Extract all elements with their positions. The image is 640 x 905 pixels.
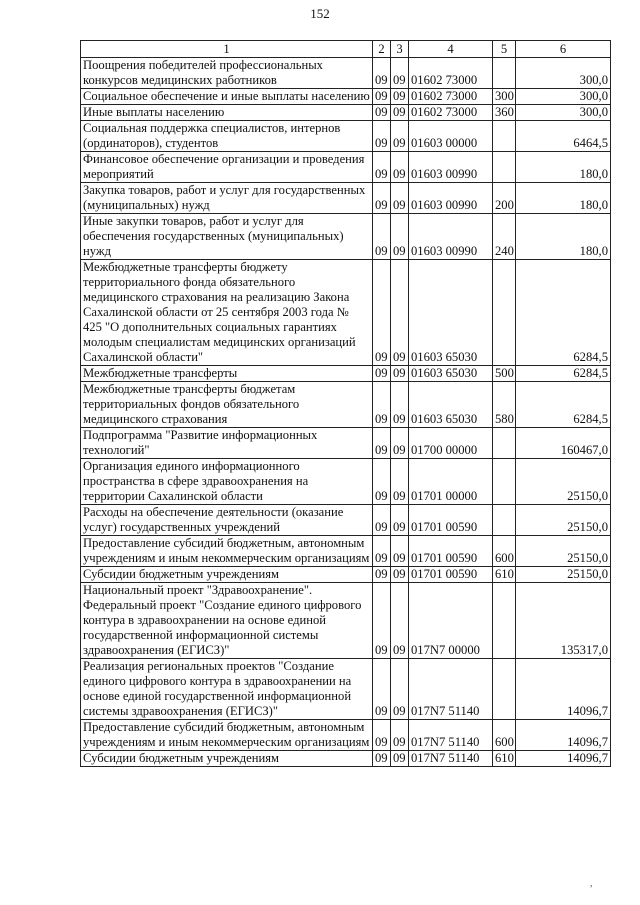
row-target-article-cell: 01603 00990 [409, 183, 493, 214]
row-target-article-cell: 017N7 00000 [409, 583, 493, 659]
row-subsection-cell: 09 [391, 459, 409, 505]
row-amount-cell: 300,0 [516, 58, 611, 89]
row-name-cell: Реализация региональных проектов "Создание единого цифрового контура в здравоохранении на основе единой государственной информационной системы здравоохранения (ЕГИСЗ)" [81, 659, 373, 720]
row-section-cell: 09 [373, 366, 391, 382]
row-name-cell: Финансовое обеспечение организации и проведения мероприятий [81, 152, 373, 183]
table-row [81, 58, 611, 89]
row-name-cell: Субсидии бюджетным учреждениям [81, 751, 373, 767]
table-header-row [81, 41, 611, 58]
row-section-cell: 09 [373, 536, 391, 567]
row-section-cell: 09 [373, 260, 391, 366]
table-row [81, 260, 611, 366]
row-name-cell: Подпрограмма "Развитие информационных технологий" [81, 428, 373, 459]
row-section-cell: 09 [373, 183, 391, 214]
row-expense-type-cell [493, 152, 516, 183]
row-target-article-cell: 01603 00000 [409, 121, 493, 152]
row-subsection-cell: 09 [391, 183, 409, 214]
row-expense-type-cell [493, 58, 516, 89]
row-subsection-cell: 09 [391, 583, 409, 659]
table-row [81, 751, 611, 767]
row-subsection-cell: 09 [391, 260, 409, 366]
table-row [81, 659, 611, 720]
row-amount-cell: 300,0 [516, 89, 611, 105]
row-amount-cell: 25150,0 [516, 505, 611, 536]
budget-table [80, 40, 611, 767]
row-name-cell: Поощрения победителей профессиональных конкурсов медицинских работников [81, 58, 373, 89]
row-section-cell: 09 [373, 583, 391, 659]
row-section-cell: 09 [373, 105, 391, 121]
table-row [81, 428, 611, 459]
row-name-cell: Иные закупки товаров, работ и услуг для обеспечения государственных (муниципальных) нужд [81, 214, 373, 260]
column-header-1: 1 [81, 41, 373, 58]
row-name-cell: Социальная поддержка специалистов, интернов (ординаторов), студентов [81, 121, 373, 152]
row-target-article-cell: 01603 00990 [409, 214, 493, 260]
row-target-article-cell: 01701 00000 [409, 459, 493, 505]
row-expense-type-cell: 300 [493, 89, 516, 105]
row-section-cell: 09 [373, 505, 391, 536]
row-section-cell: 09 [373, 720, 391, 751]
row-name-cell: Межбюджетные трансферты бюджету территориального фонда обязательного медицинского страхования на реализацию Закона Сахалинской области от 25 сентября 2003 года № 425 "О дополнительных социальных гарантиях молодым специалистам медицинских организаций Сахалинской области" [81, 260, 373, 366]
row-name-cell: Межбюджетные трансферты бюджетам территориальных фондов обязательного медицинского страхования [81, 382, 373, 428]
table-row [81, 366, 611, 382]
row-subsection-cell: 09 [391, 382, 409, 428]
row-expense-type-cell [493, 428, 516, 459]
row-amount-cell: 6464,5 [516, 121, 611, 152]
row-amount-cell: 180,0 [516, 183, 611, 214]
row-expense-type-cell: 600 [493, 720, 516, 751]
row-expense-type-cell [493, 260, 516, 366]
row-subsection-cell: 09 [391, 751, 409, 767]
row-target-article-cell: 01700 00000 [409, 428, 493, 459]
row-expense-type-cell: 360 [493, 105, 516, 121]
table-row [81, 459, 611, 505]
row-amount-cell: 6284,5 [516, 260, 611, 366]
row-section-cell: 09 [373, 459, 391, 505]
row-section-cell: 09 [373, 58, 391, 89]
row-target-article-cell: 01602 73000 [409, 89, 493, 105]
row-subsection-cell: 09 [391, 720, 409, 751]
table-row [81, 382, 611, 428]
row-subsection-cell: 09 [391, 105, 409, 121]
row-section-cell: 09 [373, 567, 391, 583]
row-target-article-cell: 017N7 51140 [409, 720, 493, 751]
table-row [81, 105, 611, 121]
row-section-cell: 09 [373, 152, 391, 183]
row-target-article-cell: 01701 00590 [409, 536, 493, 567]
row-expense-type-cell [493, 121, 516, 152]
row-subsection-cell: 09 [391, 89, 409, 105]
column-header-6: 6 [516, 41, 611, 58]
row-subsection-cell: 09 [391, 152, 409, 183]
row-target-article-cell: 01701 00590 [409, 505, 493, 536]
table-row [81, 214, 611, 260]
row-expense-type-cell [493, 459, 516, 505]
row-target-article-cell: 01603 65030 [409, 382, 493, 428]
row-section-cell: 09 [373, 751, 391, 767]
row-amount-cell: 14096,7 [516, 751, 611, 767]
table-row [81, 567, 611, 583]
row-section-cell: 09 [373, 382, 391, 428]
row-amount-cell: 25150,0 [516, 459, 611, 505]
row-amount-cell: 160467,0 [516, 428, 611, 459]
row-expense-type-cell [493, 659, 516, 720]
row-name-cell: Предоставление субсидий бюджетным, автономным учреждениям и иным некоммерческим организациям [81, 720, 373, 751]
row-amount-cell: 135317,0 [516, 583, 611, 659]
column-header-4: 4 [409, 41, 493, 58]
row-expense-type-cell: 200 [493, 183, 516, 214]
row-subsection-cell: 09 [391, 505, 409, 536]
row-expense-type-cell: 580 [493, 382, 516, 428]
row-name-cell: Иные выплаты населению [81, 105, 373, 121]
row-amount-cell: 300,0 [516, 105, 611, 121]
row-target-article-cell: 01602 73000 [409, 58, 493, 89]
row-section-cell: 09 [373, 121, 391, 152]
row-amount-cell: 180,0 [516, 152, 611, 183]
table-row [81, 89, 611, 105]
row-target-article-cell: 01603 65030 [409, 366, 493, 382]
row-name-cell: Предоставление субсидий бюджетным, автономным учреждениям и иным некоммерческим организациям [81, 536, 373, 567]
column-header-3: 3 [391, 41, 409, 58]
table-row [81, 536, 611, 567]
row-expense-type-cell: 610 [493, 567, 516, 583]
scan-mark: , [590, 878, 593, 889]
table-row [81, 720, 611, 751]
row-name-cell: Субсидии бюджетным учреждениям [81, 567, 373, 583]
row-name-cell: Закупка товаров, работ и услуг для государственных (муниципальных) нужд [81, 183, 373, 214]
table-row [81, 183, 611, 214]
row-subsection-cell: 09 [391, 567, 409, 583]
row-expense-type-cell: 610 [493, 751, 516, 767]
table-row [81, 583, 611, 659]
row-expense-type-cell [493, 583, 516, 659]
row-expense-type-cell: 600 [493, 536, 516, 567]
row-section-cell: 09 [373, 214, 391, 260]
row-name-cell: Национальный проект "Здравоохранение". Федеральный проект "Создание единого цифрового контура в здравоохранении на основе единой государственной информационной системы здравоохранения (ЕГИСЗ)" [81, 583, 373, 659]
row-section-cell: 09 [373, 428, 391, 459]
row-name-cell: Организация единого информационного пространства в сфере здравоохранения на территории Сахалинской области [81, 459, 373, 505]
row-subsection-cell: 09 [391, 659, 409, 720]
row-subsection-cell: 09 [391, 536, 409, 567]
table-body [81, 58, 611, 767]
row-amount-cell: 180,0 [516, 214, 611, 260]
row-section-cell: 09 [373, 659, 391, 720]
table-row [81, 121, 611, 152]
row-expense-type-cell: 500 [493, 366, 516, 382]
row-subsection-cell: 09 [391, 214, 409, 260]
row-subsection-cell: 09 [391, 121, 409, 152]
row-target-article-cell: 01603 00990 [409, 152, 493, 183]
row-subsection-cell: 09 [391, 428, 409, 459]
row-target-article-cell: 01701 00590 [409, 567, 493, 583]
row-subsection-cell: 09 [391, 366, 409, 382]
row-amount-cell: 6284,5 [516, 382, 611, 428]
table-row [81, 152, 611, 183]
row-name-cell: Межбюджетные трансферты [81, 366, 373, 382]
page-number: 152 [310, 6, 330, 21]
row-amount-cell: 14096,7 [516, 720, 611, 751]
row-target-article-cell: 01602 73000 [409, 105, 493, 121]
row-expense-type-cell: 240 [493, 214, 516, 260]
row-name-cell: Расходы на обеспечение деятельности (оказание услуг) государственных учреждений [81, 505, 373, 536]
row-target-article-cell: 01603 65030 [409, 260, 493, 366]
column-header-2: 2 [373, 41, 391, 58]
row-amount-cell: 6284,5 [516, 366, 611, 382]
column-header-5: 5 [493, 41, 516, 58]
row-name-cell: Социальное обеспечение и иные выплаты населению [81, 89, 373, 105]
row-amount-cell: 25150,0 [516, 567, 611, 583]
row-subsection-cell: 09 [391, 58, 409, 89]
row-amount-cell: 14096,7 [516, 659, 611, 720]
table-row [81, 505, 611, 536]
row-amount-cell: 25150,0 [516, 536, 611, 567]
row-section-cell: 09 [373, 89, 391, 105]
row-target-article-cell: 017N7 51140 [409, 751, 493, 767]
row-expense-type-cell [493, 505, 516, 536]
row-target-article-cell: 017N7 51140 [409, 659, 493, 720]
